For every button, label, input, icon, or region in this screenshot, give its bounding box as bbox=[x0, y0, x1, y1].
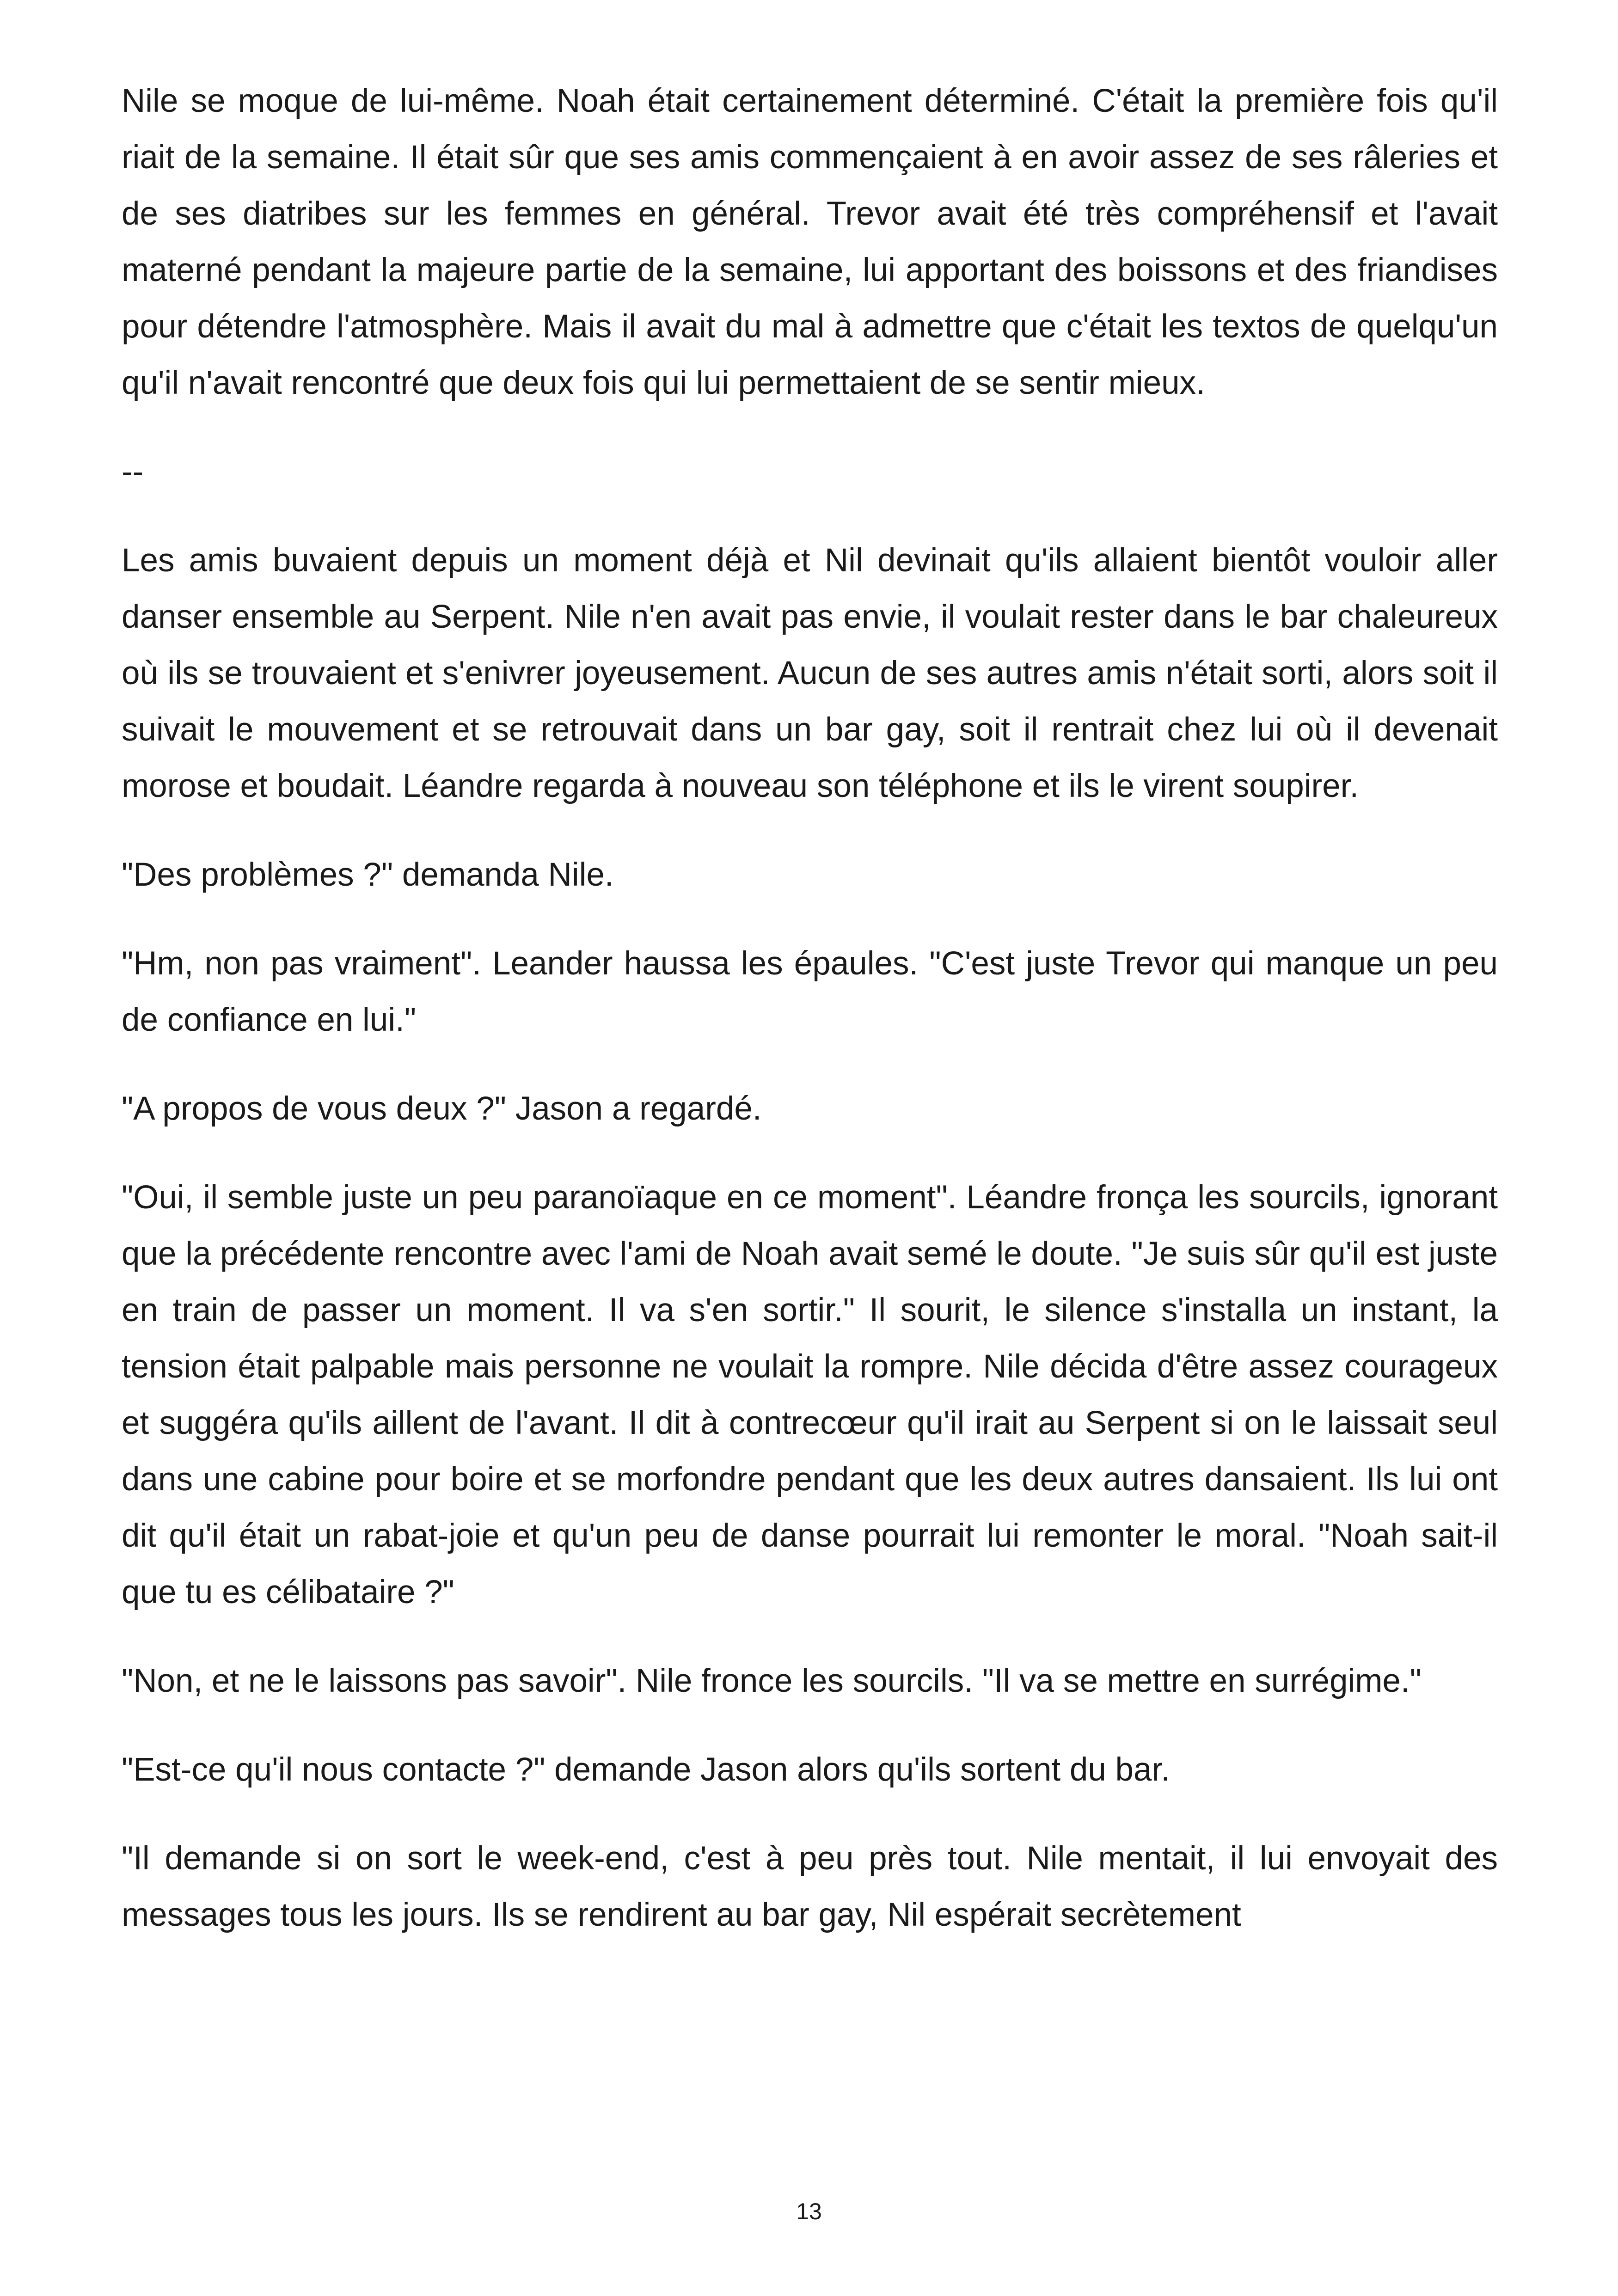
paragraph: "Des problèmes ?" demanda Nile. bbox=[122, 857, 614, 893]
scene-separator: -- bbox=[122, 453, 144, 490]
paragraph: "Non, et ne le laissons pas savoir". Nile fronce les sourcils. "Il va se mettre en surrégime." bbox=[122, 1663, 1422, 1699]
paragraph: Nile se moque de lui-même. Noah était certainement déterminé. C'était la première fois qu'il riait de la semaine. Il était sûr que ses amis commençaient à en avoir assez de ses râleries et de ses diatribes sur les femmes en général. Trevor avait été très compréhensif et l'avait materné pendant la majeure partie de la semaine, lui apportant des boissons et des friandises pour détendre l'atmosphère. Mais il avait du mal à admettre que c'était les textos de quelqu'un qu'il n'avait rencontré que deux fois qui lui permettaient de se sentir mieux. bbox=[122, 83, 1498, 401]
paragraph: "A propos de vous deux ?" Jason a regardé. bbox=[122, 1090, 762, 1127]
body-text bbox=[122, 73, 1498, 1976]
paragraph: "Oui, il semble juste un peu paranoïaque en ce moment". Léandre fronça les sourcils, ignorant que la précédente rencontre avec l'ami de Noah avait semé le doute. "Je suis sûr qu'il est juste en train de passer un moment. Il va s'en sortir." Il sourit, le silence s'installa un instant, la tension était palpable mais personne ne voulait la rompre. Nile décida d'être assez courageux et suggéra qu'ils aillent de l'avant. Il dit à contrecœur qu'il irait au Serpent si on le laissait seul dans une cabine pour boire et se morfondre pendant que les deux autres dansaient. Ils lui ont dit qu'il était un rabat-joie et qu'un peu de danse pourrait lui remonter le moral. "Noah sait-il que tu es célibataire ?" bbox=[122, 1179, 1498, 1610]
paragraph: Les amis buvaient depuis un moment déjà et Nil devinait qu'ils allaient bientôt vouloir aller danser ensemble au Serpent. Nile n'en avait pas envie, il voulait rester dans le bar chaleureux où ils se trouvaient et s'enivrer joyeusement. Aucun de ses autres amis n'était sorti, alors soit il suivait le mouvement et se retrouvait dans un bar gay, soit il rentrait chez lui où il devenait morose et boudait. Léandre regarda à nouveau son téléphone et ils le virent soupirer. bbox=[122, 542, 1498, 804]
paragraph: "Est-ce qu'il nous contacte ?" demande Jason alors qu'ils sortent du bar. bbox=[122, 1751, 1170, 1788]
paragraph: "Il demande si on sort le week-end, c'est à peu près tout. Nile mentait, il lui envoyait des messages tous les jours. Ils se rendirent au bar gay, Nil espérait secrètement bbox=[122, 1840, 1498, 1933]
paragraph: "Hm, non pas vraiment". Leander haussa les épaules. "C'est juste Trevor qui manque un peu de confiance en lui." bbox=[122, 945, 1498, 1038]
page-number: 13 bbox=[796, 2198, 822, 2224]
